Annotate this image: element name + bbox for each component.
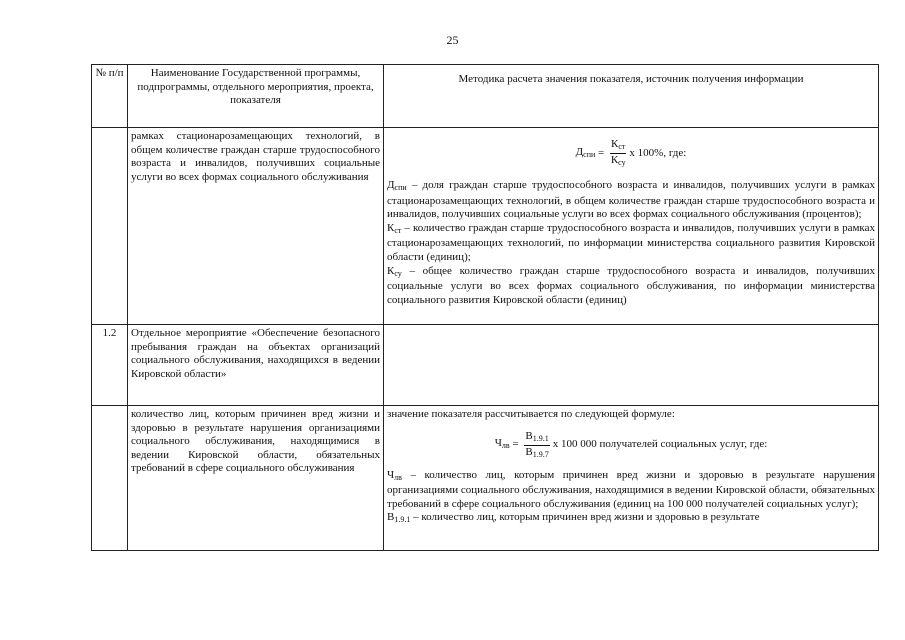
row-number: 1.2 bbox=[92, 325, 128, 406]
row-method bbox=[384, 128, 879, 325]
header-method: Методика расчета значения показателя, источник получения информации bbox=[384, 65, 879, 128]
row-number bbox=[92, 406, 128, 551]
formula-fraction: $\frac{К_{ст}}{К_{су}}$ bbox=[610, 138, 626, 167]
formula-tail: x 100 000 получателей социальных услуг, где: bbox=[552, 438, 768, 451]
row-number bbox=[92, 128, 128, 325]
definition: $К_{су}$ – общее количество граждан старше трудоспособного возраста и инвалидов, получивших социальные услуги во всех формах социального обслуживания, по информации министерства социального развития Кировской области (единиц) bbox=[387, 264, 875, 306]
definition: $Д_{спи}$ – доля граждан старше трудоспособного возраста и инвалидов, получивших услуги в рамках стационарозамещающих технологий, в общем количестве граждан старше трудоспособного возраста и инвалидов, получивших социальные услуги во всех формах социального обслуживания (процентов); bbox=[387, 179, 875, 221]
formula-lhs: $Д_{спи}$ bbox=[575, 145, 596, 159]
formula-fraction: $\frac{В_{1.9.1}}{В_{1.9.7}}$ bbox=[525, 429, 549, 459]
formula: $Ч_{лв}$ = $\frac{В_{1.9.1}}{В_{1.9.7}}$ x 100 000 получателей социальных услуг, где: bbox=[494, 429, 768, 459]
formula: $Д_{спи}$ = $\frac{К_{ст}}{К_{су}}$ x 100%, где: bbox=[575, 138, 687, 167]
table-row bbox=[92, 128, 879, 325]
row-method bbox=[384, 406, 879, 551]
row-name: рамках стационарозамещающих технологий, в общем количестве граждан старше трудоспособного возраста и инвалидов, получивших социальные услуги во всех формах социального обслуживания bbox=[128, 128, 384, 325]
definition: $Ч_{лв}$ – количество лиц, которым причинен вред жизни и здоровью в результате нарушения организациями социального обслуживания, находящимися в ведении Кировской области, обязательных требований в сфере социального обслуживания (единиц на 100 000 получателей социальных услуг); bbox=[387, 468, 875, 510]
definition: $В_{1.9.1}$ – количество лиц, которым причинен вред жизни и здоровью в результате bbox=[387, 511, 760, 525]
row-method bbox=[384, 325, 879, 406]
header-number: № п/п bbox=[92, 65, 128, 128]
page-number: 25 bbox=[446, 33, 459, 47]
table-header-row bbox=[92, 65, 879, 128]
header-name: Наименование Государственной программы, подпрограммы, отдельного мероприятия, проекта, показателя bbox=[128, 65, 384, 128]
table-row bbox=[92, 406, 879, 551]
definition: $К_{ст}$ – количество граждан старше трудоспособного возраста и инвалидов, получивших услуги в рамках стационарозамещающих технологий, по информации министерства социального развития Кировской области (единиц); bbox=[387, 221, 875, 263]
indicator-table bbox=[91, 64, 879, 551]
formula-lhs: $Ч_{лв}$ bbox=[494, 437, 510, 451]
formula-tail: x 100%, где: bbox=[629, 146, 687, 159]
row-name: количество лиц, которым причинен вред жизни и здоровью в результате нарушения организациями социального обслуживания, находящимися в ведении Кировской области, обязательных требований в сфере социального обслуживания bbox=[128, 406, 384, 551]
table-row bbox=[92, 325, 879, 406]
formula-intro: значение показателя рассчитывается по следующей формуле: bbox=[387, 408, 675, 420]
row-name: Отдельное мероприятие «Обеспечение безопасного пребывания граждан на объектах организаций социального обслуживания, находящихся в ведении Кировской области» bbox=[128, 325, 384, 406]
